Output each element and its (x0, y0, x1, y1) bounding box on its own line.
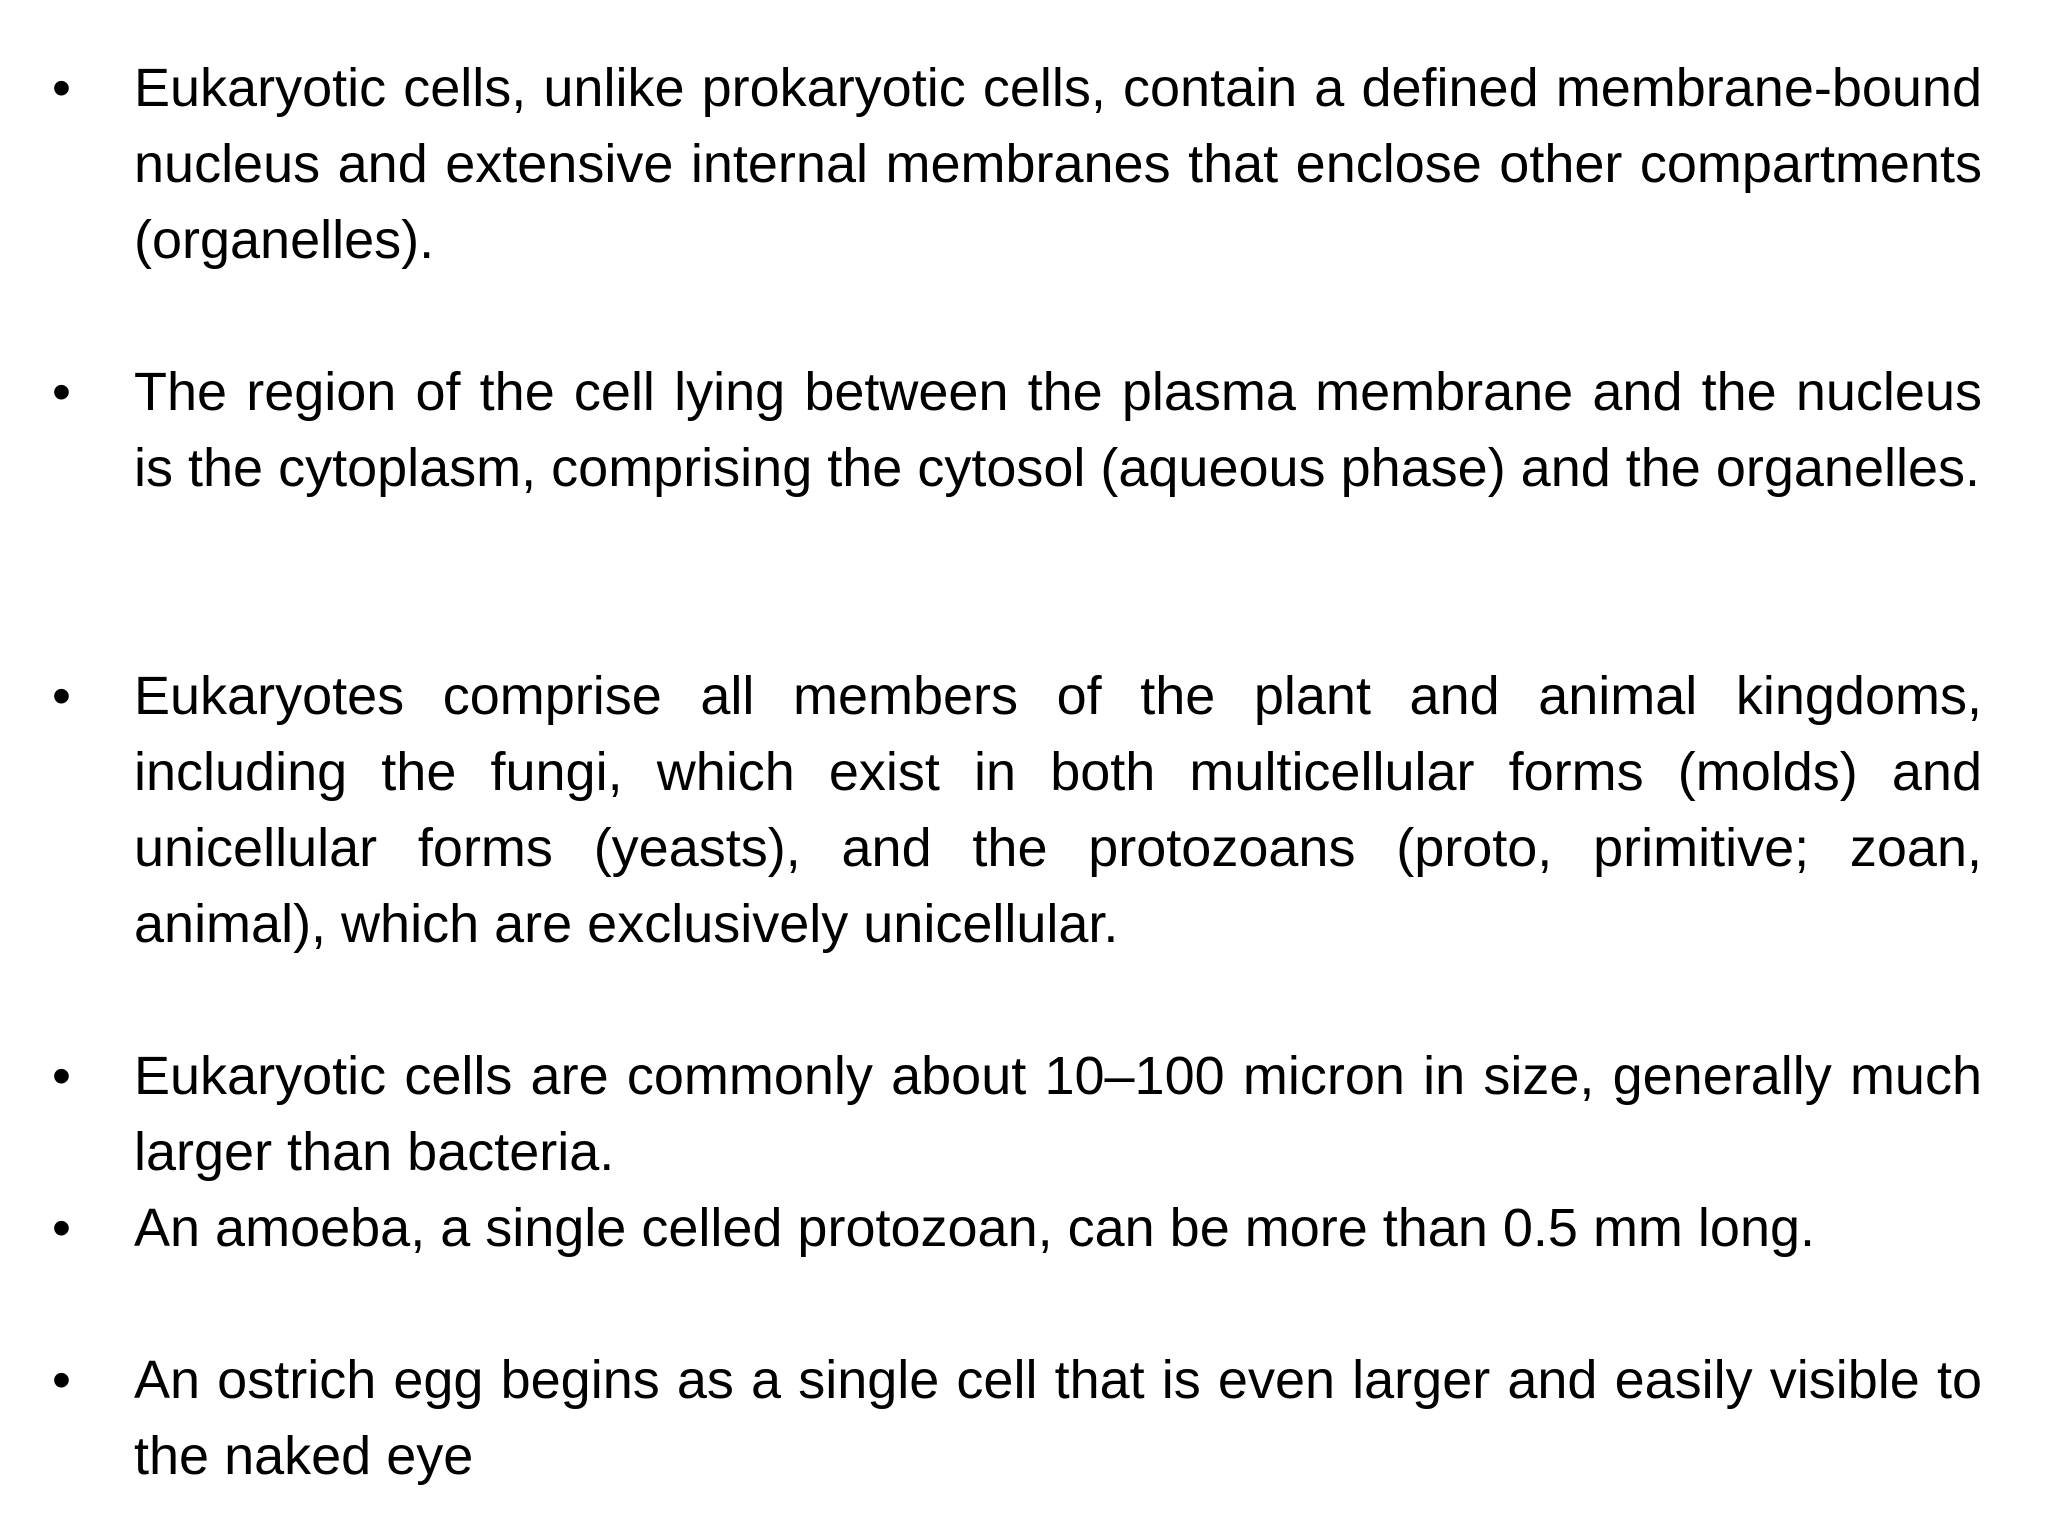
bullet-text-5: An amoeba, a single celled protozoan, can be more than 0.5 mm long. (134, 1198, 1816, 1258)
bullet-text-4: Eukaryotic cells are commonly about 10–100 micron in size, generally much larger than bacteria. (134, 1046, 1982, 1182)
bullet-icon: • (52, 362, 71, 422)
bullet-text-2: The region of the cell lying between the plasma membrane and the nucleus is the cytoplasm, comprising the cytosol (aqueous phase) and the organelles. (134, 362, 1982, 498)
bullet-icon: • (52, 58, 71, 118)
bullet-icon: • (52, 1350, 71, 1410)
bullet-icon: • (52, 1046, 71, 1106)
bullet-text-6: An ostrich egg begins as a single cell that is even larger and easily visible to the naked eye (134, 1350, 1982, 1486)
bullet-icon: • (52, 666, 71, 726)
bullet-icon: • (52, 1198, 71, 1258)
bullet-text-3: Eukaryotes comprise all members of the plant and animal kingdoms, including the fungi, which exist in both multicellular forms (molds) and unicellular forms (yeasts), and the protozoans (proto, primitive; zoan, animal), which are exclusively unicellular. (134, 666, 1982, 954)
bullet-text-1: Eukaryotic cells, unlike prokaryotic cells, contain a defined membrane-bound nucleus and extensive internal membranes that enclose other compartments (organelles). (134, 58, 1982, 270)
